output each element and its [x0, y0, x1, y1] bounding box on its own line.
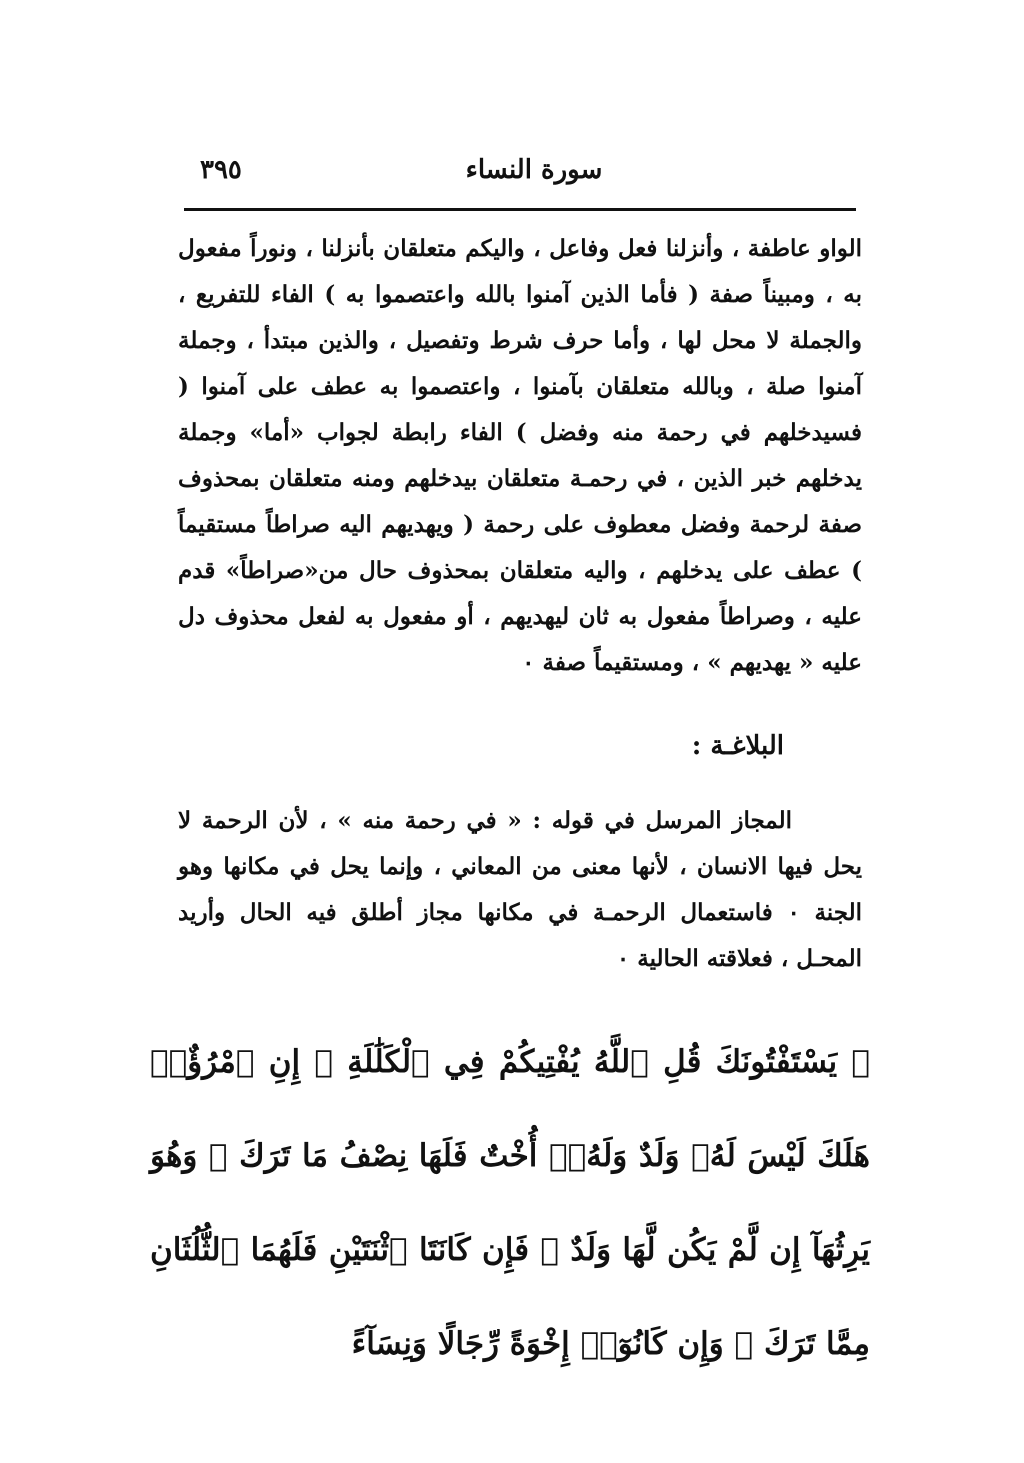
page-number: ٣٩٥ [200, 155, 242, 185]
quran-verse: ﴿ يَسْتَفْتُونَكَ قُلِ ٱللَّهُ يُفْتِيكُمْ فِي ٱلْكَلَٰلَةِ ۚ إِنِ ٱمْرُؤٌا۟ هَلَكَ لَيْسَ لَهُۥ وَلَدٌ وَلَهُۥٓ أُخْتٌ فَلَهَا نِصْفُ مَا تَرَكَ ۚ وَهُوَ يَرِثُهَآ إِن لَّمْ يَكُن لَّهَا وَلَدٌ ۚ فَإِن كَانَتَا ٱثْنَتَيْنِ فَلَهُمَا ٱلثُّلُثَانِ مِمَّا تَرَكَ ۚ وَإِن كَانُوٓا۟ إِخْوَةً رِّجَالًا وَنِسَآءً [150, 1044, 870, 1362]
header-rule [184, 208, 856, 211]
surah-title: سورة النساء [465, 155, 603, 185]
page-header [184, 150, 856, 194]
page-content [178, 226, 862, 982]
balagha-paragraph: المجاز المرسل في قوله : « في رحمة منه » ، لأن الرحمة لا يحل فيها الانسان ، لأنها معنى من المعاني ، وإنما يحل في مكانها وهو الجنة ٠ فاستعمال الرحمـة في مكانها مجاز أطلق فيه الحال وأريد المحـل ، فعلاقته الحالية ٠ [178, 807, 862, 972]
balagha-paragraph-block [178, 798, 862, 982]
balagha-heading: البلاغـة : [691, 731, 784, 761]
irab-paragraph: الواو عاطفة ، وأنزلنا فعل وفاعل ، واليكم متعلقان بأنزلنا ، ونوراً مفعول به ، ومبيناً صفة ( فأما الذين آمنوا بالله واعتصموا به ) الفاء للتفريع ، والجملة لا محل لها ، وأما حرف شرط وتفصيل ، والذين مبتدأ ، وجملة آمنوا صلة ، وبالله متعلقان بآمنوا ، واعتصموا به عطف على آمنوا ( فسيدخلهم في رحمة منه وفضل ) الفاء رابطة لجواب «أما» وجملة يدخلهم خبر الذين ، في رحمـة متعلقان بيدخلهم ومنه متعلقان بمحذوف صفة لرحمة وفضل معطوف على رحمة ( ويهديهم اليه صراطاً مستقيماً ) عطف على يدخلهم ، واليه متعلقان بمحذوف حال من«صراطاً» قدم عليه ، وصراطاً مفعول به ثان ليهديهم ، أو مفعول به لفعل محذوف دل عليه « يهديهم » ، ومستقيماً صفة ٠ [178, 235, 862, 676]
